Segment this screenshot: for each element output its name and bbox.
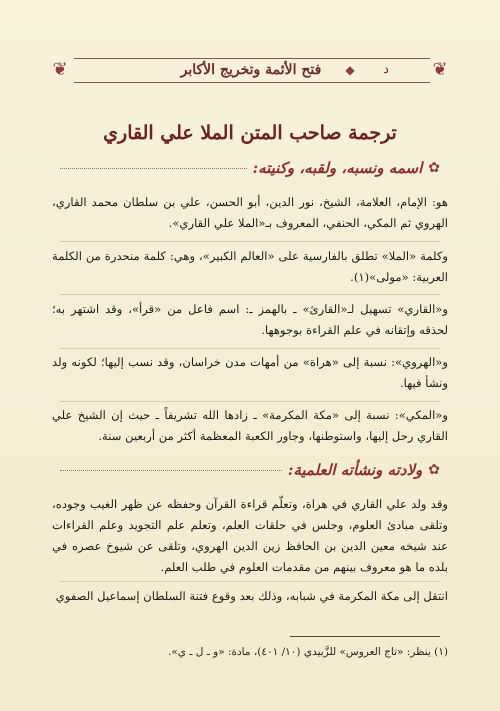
paragraph-divider bbox=[60, 294, 440, 295]
flourish-icon: ✿ bbox=[428, 462, 440, 478]
paragraph: انتقل إلى مكة المكرمة في شبابه، وذلك بعد وقوع فتنة السلطان إسماعيل الصفوي bbox=[55, 589, 448, 603]
paragraph-divider bbox=[60, 401, 440, 402]
flourish-icon: ✿ bbox=[428, 160, 440, 176]
paragraph-divider bbox=[60, 581, 440, 582]
running-book-title: فتح الأئمة وتخريج الأكابر bbox=[180, 62, 322, 78]
section-heading-name bbox=[60, 156, 440, 180]
page-number: د bbox=[383, 62, 389, 77]
paragraph: وقد ولد علي القاري في هراة، وتعلّم قراءة القرآن وحفظه عن ظهر الغيب وجوده، وتلقى مبادئ العلوم، وجلس في حلقات العلم، وتعلم علم التجويد وعلم القراءات عند شيخه معين الدين بن الحافظ زين الدين الهروي، وتلقى عن شيوخ عصره في بلده ما هو معروف بينهم من مقدمات العلوم في طلب العلم. bbox=[52, 497, 448, 574]
footnote: (١) ينظر: «تاج العروس» للزَّبيدي (١٠/ ٤٠١)، مادة: «و ـ ل ـ ي». bbox=[168, 646, 448, 658]
paragraph-divider bbox=[60, 348, 440, 349]
paragraph: هو: الإمام، العلامة، الشيخ، نور الدين، أبو الحسن، علي بن سلطان محمد القاري، الهروي ثم المكي، الحنفي، المعروف بـ«الملا علي القاري». bbox=[52, 195, 448, 230]
diamond-icon: ◆ bbox=[345, 63, 355, 77]
paragraph: و«الهروي»: نسبة إلى «هراة» من أمهات مدن خراسان، وقد نسب إليها؛ لكونه ولد ونشأ فيها. bbox=[52, 355, 448, 390]
paragraph: و«القاري» تسهيل لـ«القارئ» ـ بالهمز ـ: اسم فاعل من «قرأ»، وقد اشتهر به؛ لحذقه وإتقانه في علم القراءة بوجوهها. bbox=[52, 302, 448, 337]
section-heading-text: ولادته ونشأته العلمية: bbox=[287, 461, 423, 479]
heading-dotted-rule bbox=[60, 168, 247, 169]
paragraph: و«المكي»: نسبة إلى «مكة المكرمة» ـ زادها الله تشريفاً ـ حيث إن الشيخ علي القاري رحل إليها، واستوطنها، وجاور الكعبة المعظمة أكثر من أربعين سنة. bbox=[52, 408, 448, 443]
header-rule-bottom bbox=[74, 82, 430, 83]
heading-dotted-rule bbox=[60, 470, 282, 471]
page-header bbox=[48, 42, 452, 98]
paragraph-divider bbox=[60, 241, 440, 242]
chapter-title: ترجمة صاحب المتن الملا علي القاري bbox=[103, 122, 397, 144]
footnote-rule bbox=[290, 636, 440, 637]
paragraph: وكلمة «الملا» تطلق بالفارسية على «العالم الكبير»، وهي: كلمة منحدرة من الكلمة العربية: «مولى»(١). bbox=[52, 249, 448, 284]
flourish-icon: ❦ bbox=[52, 59, 68, 80]
section-heading-text: اسمه ونسبه، ولقبه، وكنيته: bbox=[252, 159, 423, 177]
section-heading-birth bbox=[60, 458, 440, 482]
flourish-icon: ❦ bbox=[432, 59, 448, 80]
